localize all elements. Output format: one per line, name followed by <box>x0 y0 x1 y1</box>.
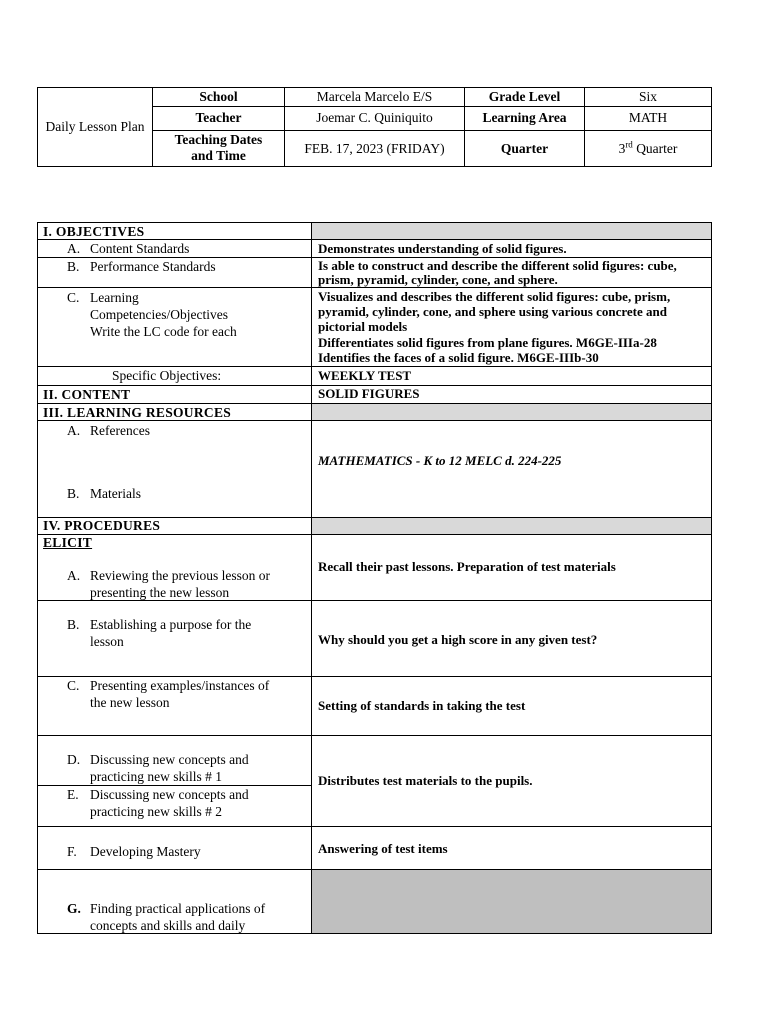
procedure-c-value: Setting of standards in taking the test <box>318 698 526 713</box>
references-value: MATHEMATICS - K to 12 MELC d. 224-225 <box>318 453 562 468</box>
procedure-b-marker: B. <box>67 617 80 632</box>
table-row-line <box>37 403 712 404</box>
procedure-c-marker: C. <box>67 678 80 693</box>
header-border-right <box>711 87 712 167</box>
shaded-cell <box>312 223 711 239</box>
competencies-value-line3: pictorial models <box>318 319 408 334</box>
school-value: Marcela Marcelo E/S <box>316 89 433 104</box>
resources-heading: III. LEARNING RESOURCES <box>43 405 232 420</box>
references-label: References <box>90 423 150 438</box>
performance-standards-label: Performance Standards <box>90 259 216 274</box>
procedure-de-value: Distributes test materials to the pupils. <box>318 773 533 788</box>
procedure-e-label-line2: practicing new skills # 2 <box>90 804 222 819</box>
shaded-cell <box>312 870 711 933</box>
procedure-a-marker: A. <box>67 568 81 583</box>
quarter-suffix: rd <box>625 139 633 150</box>
procedure-b-label-line2: lesson <box>90 634 124 649</box>
teacher-value: Joemar C. Quiniquito <box>316 110 433 125</box>
content-standards-label: Content Standards <box>90 241 190 256</box>
procedure-d-label: Discussing new concepts and <box>90 752 249 767</box>
teacher-label: Teacher <box>195 110 242 125</box>
procedure-d-marker: D. <box>67 752 81 767</box>
shaded-cell <box>312 404 711 420</box>
plan-title: Daily Lesson Plan <box>45 119 145 134</box>
content-heading: II. CONTENT <box>43 387 131 402</box>
procedure-f-value: Answering of test items <box>318 841 448 856</box>
competencies-label: Learning <box>90 290 139 305</box>
procedure-b-label: Establishing a purpose for the <box>90 617 252 632</box>
table-row-line <box>37 826 712 827</box>
procedure-g-marker: G. <box>67 901 81 916</box>
header-divider <box>152 130 712 131</box>
materials-label: Materials <box>90 486 141 501</box>
procedure-a-label: Reviewing the previous lesson or <box>90 568 270 583</box>
procedure-e-marker: E. <box>67 787 79 802</box>
table-row-line <box>37 287 712 288</box>
references-marker: A. <box>67 423 81 438</box>
competencies-label-line3: Write the LC code for each <box>90 324 237 339</box>
quarter-label: Quarter <box>500 141 549 156</box>
procedure-g-label-line2: concepts and skills and daily <box>90 918 246 933</box>
grade-value: Six <box>638 89 657 104</box>
dates-label-line2: and Time <box>191 148 246 163</box>
performance-standards-value-line2: prism, pyramid, cylinder, cone, and sphere. <box>318 272 558 287</box>
materials-marker: B. <box>67 486 80 501</box>
grade-label: Grade Level <box>488 89 561 104</box>
procedure-c-label-line2: the new lesson <box>90 695 170 710</box>
procedure-c-label: Presenting examples/instances of <box>90 678 270 693</box>
procedure-a-label-line2: presenting the new lesson <box>90 585 230 600</box>
performance-standards-marker: B. <box>67 259 80 274</box>
content-standards-value: Demonstrates understanding of solid figures. <box>318 241 567 256</box>
learning-area-label: Learning Area <box>482 110 567 125</box>
competencies-value-line4: Differentiates solid figures from plane figures. M6GE-IIIa-28 <box>318 335 657 350</box>
table-row-line <box>37 222 712 223</box>
table-column-divider <box>311 222 312 934</box>
specific-objectives-value: WEEKLY TEST <box>318 368 412 383</box>
school-label: School <box>199 89 238 104</box>
objectives-heading: I. OBJECTIVES <box>43 224 145 239</box>
header-border-left <box>37 87 38 167</box>
dates-value: FEB. 17, 2023 (FRIDAY) <box>304 141 445 156</box>
header-divider <box>152 106 712 107</box>
procedures-heading: IV. PROCEDURES <box>43 518 161 533</box>
header-border-bottom <box>37 166 712 167</box>
procedure-a-value: Recall their past lessons. Preparation of test materials <box>318 559 616 574</box>
learning-area-value: MATH <box>628 110 668 125</box>
procedure-d-label-line2: practicing new skills # 1 <box>90 769 222 784</box>
procedure-f-marker: F. <box>67 844 77 859</box>
quarter-word: Quarter <box>632 141 678 156</box>
competencies-value: Visualizes and describes the different solid figures: cube, prism, <box>318 289 671 304</box>
quarter-number: 3 <box>618 141 626 156</box>
procedure-b-value: Why should you get a high score in any given test? <box>318 632 598 647</box>
specific-objectives-label: Specific Objectives: <box>112 368 222 383</box>
performance-standards-value: Is able to construct and describe the different solid figures: cube, <box>318 258 677 273</box>
competencies-marker: C. <box>67 290 80 305</box>
content-standards-marker: A. <box>67 241 81 256</box>
competencies-label-line2: Competencies/Objectives <box>90 307 228 322</box>
quarter-value <box>585 141 711 157</box>
table-row-line <box>37 534 712 535</box>
elicit-heading: ELICIT <box>43 535 93 550</box>
dates-label: Teaching Dates <box>174 132 263 147</box>
table-row-line <box>37 735 712 736</box>
competencies-value-line5: Identifies the faces of a solid figure. M6GE-IIIb-30 <box>318 350 599 365</box>
competencies-value-line2: pyramid, cylinder, cone, and sphere using various concrete and <box>318 304 667 319</box>
shaded-cell <box>312 518 711 534</box>
procedure-g-label: Finding practical applications of <box>90 901 266 916</box>
table-border-right <box>711 222 712 934</box>
procedure-e-label: Discussing new concepts and <box>90 787 249 802</box>
content-value: SOLID FIGURES <box>318 386 420 401</box>
table-border-left <box>37 222 38 934</box>
procedure-f-label: Developing Mastery <box>90 844 201 859</box>
table-row-line <box>37 869 712 870</box>
header-border-top <box>37 87 712 88</box>
